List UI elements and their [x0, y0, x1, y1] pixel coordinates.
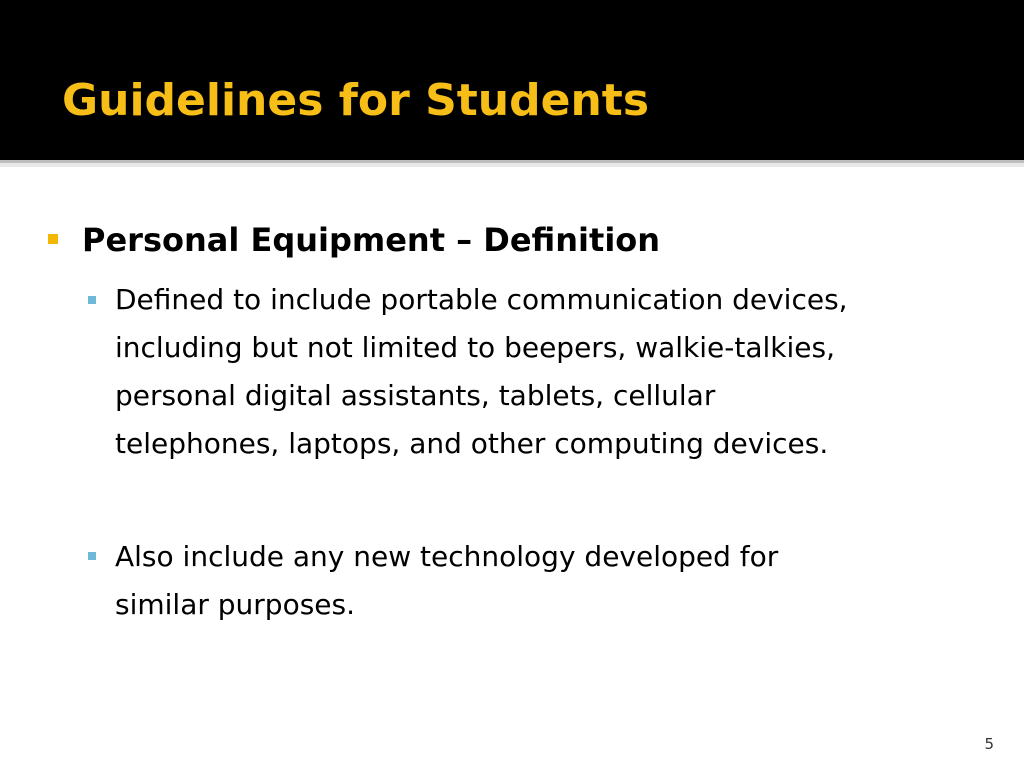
sub-bullet-text: Also include any new technology developed for similar purposes. [115, 540, 779, 621]
bullet-square-icon [48, 234, 58, 244]
sub-bullet-square-icon [88, 552, 96, 560]
sub-bullet-square-icon [88, 296, 96, 304]
sub-bullet-text: Defined to include portable communication devices, including but not limited to beepers, walkie-talkies, personal digital assistants, tablets, cellular telephones, laptops, and other computing devices. [115, 283, 848, 460]
bullet-heading: Personal Equipment – Definition [82, 221, 661, 259]
page-number: 5 [984, 735, 994, 753]
slide-title: Guidelines for Students [62, 75, 650, 126]
